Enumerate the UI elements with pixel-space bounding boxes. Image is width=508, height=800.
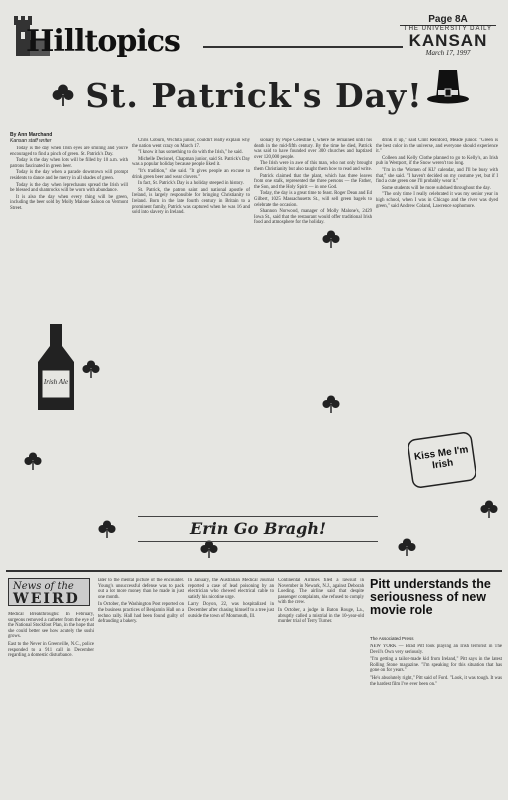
weird-item: Continental Airlines filed a lawsuit in November in Newark, N.J., against Deborah Loeding. The airline said that despite passenger complaints, she refused to comply with the crew. bbox=[278, 578, 364, 606]
pitt-source: The Associated Press bbox=[370, 636, 414, 641]
headline-area bbox=[8, 66, 500, 122]
weird-column-1 bbox=[8, 612, 94, 794]
news-of-the-weird-header bbox=[8, 578, 90, 606]
shamrock-icon bbox=[24, 452, 42, 470]
section-divider bbox=[6, 570, 502, 572]
pitt-article bbox=[370, 644, 502, 794]
paper-name: THE UNIVERSITY DAILY bbox=[400, 25, 496, 32]
article-paragraph: Michelle Decisnel, Chapman junior, said St. Patrick's Day was a popular holiday because people liked it. bbox=[132, 156, 250, 168]
article-paragraph: The Irish were in awe of this man, who not only brought them Christianity but also taught them how to read and write. bbox=[254, 161, 372, 172]
pitt-paragraph: NEW YORK — Brad Pitt took playing an Irish terrorist in The Devil's Own very seriously. bbox=[370, 644, 502, 655]
leprechaun-hat-icon bbox=[426, 66, 470, 104]
byline-role: Kansan staff writer bbox=[10, 138, 52, 144]
article-paragraph: sionary by Pope Celestine I, where he remained until his death in the mid-fifth century. By the time he died, Patrick was said to have founded over 300 churches and baptized over 120,000 people. bbox=[254, 138, 372, 160]
weird-column-2 bbox=[98, 578, 184, 794]
shamrock-icon bbox=[200, 540, 218, 558]
pitt-paragraph: "He's absolutely right," Pitt said of Ford. "Look, it was tough. It was the hardest film I've ever been on." bbox=[370, 675, 502, 687]
pitt-headline: Pitt understands the seriousness of new movie role bbox=[370, 577, 491, 617]
shamrock-icon bbox=[322, 395, 340, 413]
article-column-2 bbox=[132, 138, 250, 370]
paper-title: KANSAN bbox=[408, 31, 488, 50]
article-paragraph: Today is the day when lots will be filled by 10 a.m. with patrons fascinated in green beer. bbox=[10, 158, 128, 169]
weird-item: In January, the Australian Medical Journal reported a case of lead poisoning by an electrician who chewed electrical cable to satisfy his nicotine urge. bbox=[188, 578, 274, 600]
article-paragraph: Some students will be more subdued throughout the day. bbox=[382, 185, 491, 191]
article-paragraph: Today, the day is a great time to feast. Roger Dean and Ed Gilbert, 1025 Massachusetts St., will sell green bagels to celebrate the occasion. bbox=[254, 191, 372, 208]
masthead bbox=[8, 10, 500, 60]
weird-column-3 bbox=[188, 578, 274, 794]
article-paragraph: "It's tradition," she said. "It gives people an excuse to drink green beer and wear clovers." bbox=[132, 168, 250, 180]
badge-text: Kiss Me I'm Irish bbox=[413, 444, 470, 472]
article-paragraph: Chris Coburn, Wichita junior, couldn't really explain why the nation went crazy on March 17. bbox=[132, 138, 250, 149]
shamrock-icon bbox=[322, 230, 340, 248]
weird-item: East to the Never in Greenville, N.C., police responded to a 911 call in December regarding a domestic disturbance. bbox=[8, 641, 94, 659]
weird-item: In October, the Washington Post reported on the business practices of Benjamin Hall on a techno rally. Hall had been found guilty of defrauding a bakery. bbox=[98, 602, 184, 625]
shamrock-icon bbox=[480, 500, 498, 518]
shamrock-icon bbox=[82, 360, 100, 378]
weird-title-top: News of the bbox=[13, 581, 74, 592]
article-paragraph: Today is the day when Irish eyes are smiling and you're encouraged to find a pinch of green. St. Patrick's Day. bbox=[10, 146, 128, 157]
article-paragraph: "The only time I really celebrated it was my senior year in high school, when I was in Chicago and the river was dyed green," said Andrew Coland, Lawrence sophomore. bbox=[376, 192, 498, 209]
article-paragraph: In fact, St. Patrick's Day is a holiday steeped in history. bbox=[138, 181, 244, 187]
weird-item: In October, a judge in Baton Rouge, La., abruptly called a mistrial in the 10-year-old murder trial of Terry Turner. bbox=[278, 607, 364, 625]
paper-nameplate bbox=[400, 14, 496, 57]
article-paragraph: Patrick claimed that the plant, which has three leaves from one stalk, represented the three persons — the Father, the Son, and the Holy Spirit — in one God. bbox=[254, 173, 372, 190]
article-paragraph: Colleen and Kelly Clothe planned to go to Kelly's, an Irish pub in Westport, if the Snow weren't too long. bbox=[376, 155, 498, 167]
bottle-label: Irish Ale bbox=[43, 378, 69, 386]
article-column-3 bbox=[254, 138, 372, 370]
kiss-me-button bbox=[408, 432, 476, 490]
hilltopics-logo bbox=[8, 10, 198, 58]
article-column-1 bbox=[10, 146, 128, 326]
page-label: Page 8A bbox=[428, 14, 468, 25]
article-paragraph: St. Patrick, the patron saint and national apostle of Ireland, is largely responsible for bringing Christianity to Ireland. Born in the late fourth century in Britain to a prominent family, Patrick was captured when he was 16 and sold into slavery in Ireland. bbox=[132, 187, 250, 216]
issue-date: March 17, 1997 bbox=[425, 49, 471, 57]
weird-column-4 bbox=[278, 578, 364, 794]
byline bbox=[10, 132, 52, 144]
article-paragraph: It is also the day when every thing will be green, including the beer sold by Molly Malone Saloon on Vermont Street. bbox=[10, 194, 128, 211]
article-paragraph: "I'm in the 'Women of KU' calendar, and I'll be busy with that," she said. "I haven't decided on my costume yet, but if I find a cute green one I'll probably wear it." bbox=[376, 167, 498, 185]
shamrock-icon bbox=[98, 520, 116, 538]
article-column-4 bbox=[376, 138, 498, 370]
shamrock-icon bbox=[398, 538, 416, 556]
weird-title-bottom: WEIRD bbox=[13, 591, 80, 607]
weird-item: Medical Breakthroughs: In February, surgeons removed a catheter from the eye of the National Stockfoot Plan, in the hope that she could better see how acutely the sushi grows. bbox=[8, 612, 94, 640]
irish-ale-bottle-icon bbox=[30, 322, 82, 412]
article-paragraph: Today is the day when leprechauns spread the Irish will be blessed and shamrocks will be worn with abundance. bbox=[10, 182, 128, 194]
byline-author: By Ann Marchand bbox=[10, 132, 53, 138]
weird-item: Larry Doyon, 22, was hospitalized in December after chasing himself to a tree just outside the town of Monmouth, Ill. bbox=[188, 602, 274, 619]
article-paragraph: "I know it has something to do with the Irish," he said. bbox=[138, 150, 243, 156]
masthead-rule bbox=[203, 46, 403, 48]
article-paragraph: drink it up," said Clint Reinford, Meade junior. "Green is the best color in the universe, and everyone should experience it." bbox=[376, 138, 498, 155]
article-paragraph: Today is the day when a parade downtown will prompt residents to dance and be merry in all shades of green. bbox=[10, 170, 128, 181]
section-title: Hilltopics bbox=[26, 24, 180, 59]
article-paragraph: Shannon Norwood, manager of Molly Malone's, 2429 Iowa St., said that the restaurant would offer traditional Irish food and atmosphere for the holiday. bbox=[254, 209, 372, 226]
erin-go-bragh-sign: Erin Go Bragh! bbox=[138, 516, 378, 542]
page-headline: St. Patrick's Day! bbox=[85, 76, 423, 115]
pitt-paragraph: "I'm getting a tailor-made kid from Ireland," Pitt says in the latest Rolling Stone magazine. "I'm speaking for this situation that has gone on for years." bbox=[370, 657, 502, 674]
weird-item: later to the mental picture of the encounter. Young's unsuccessful defense was to pack out a lot more money than he made in just one month. bbox=[98, 578, 184, 600]
